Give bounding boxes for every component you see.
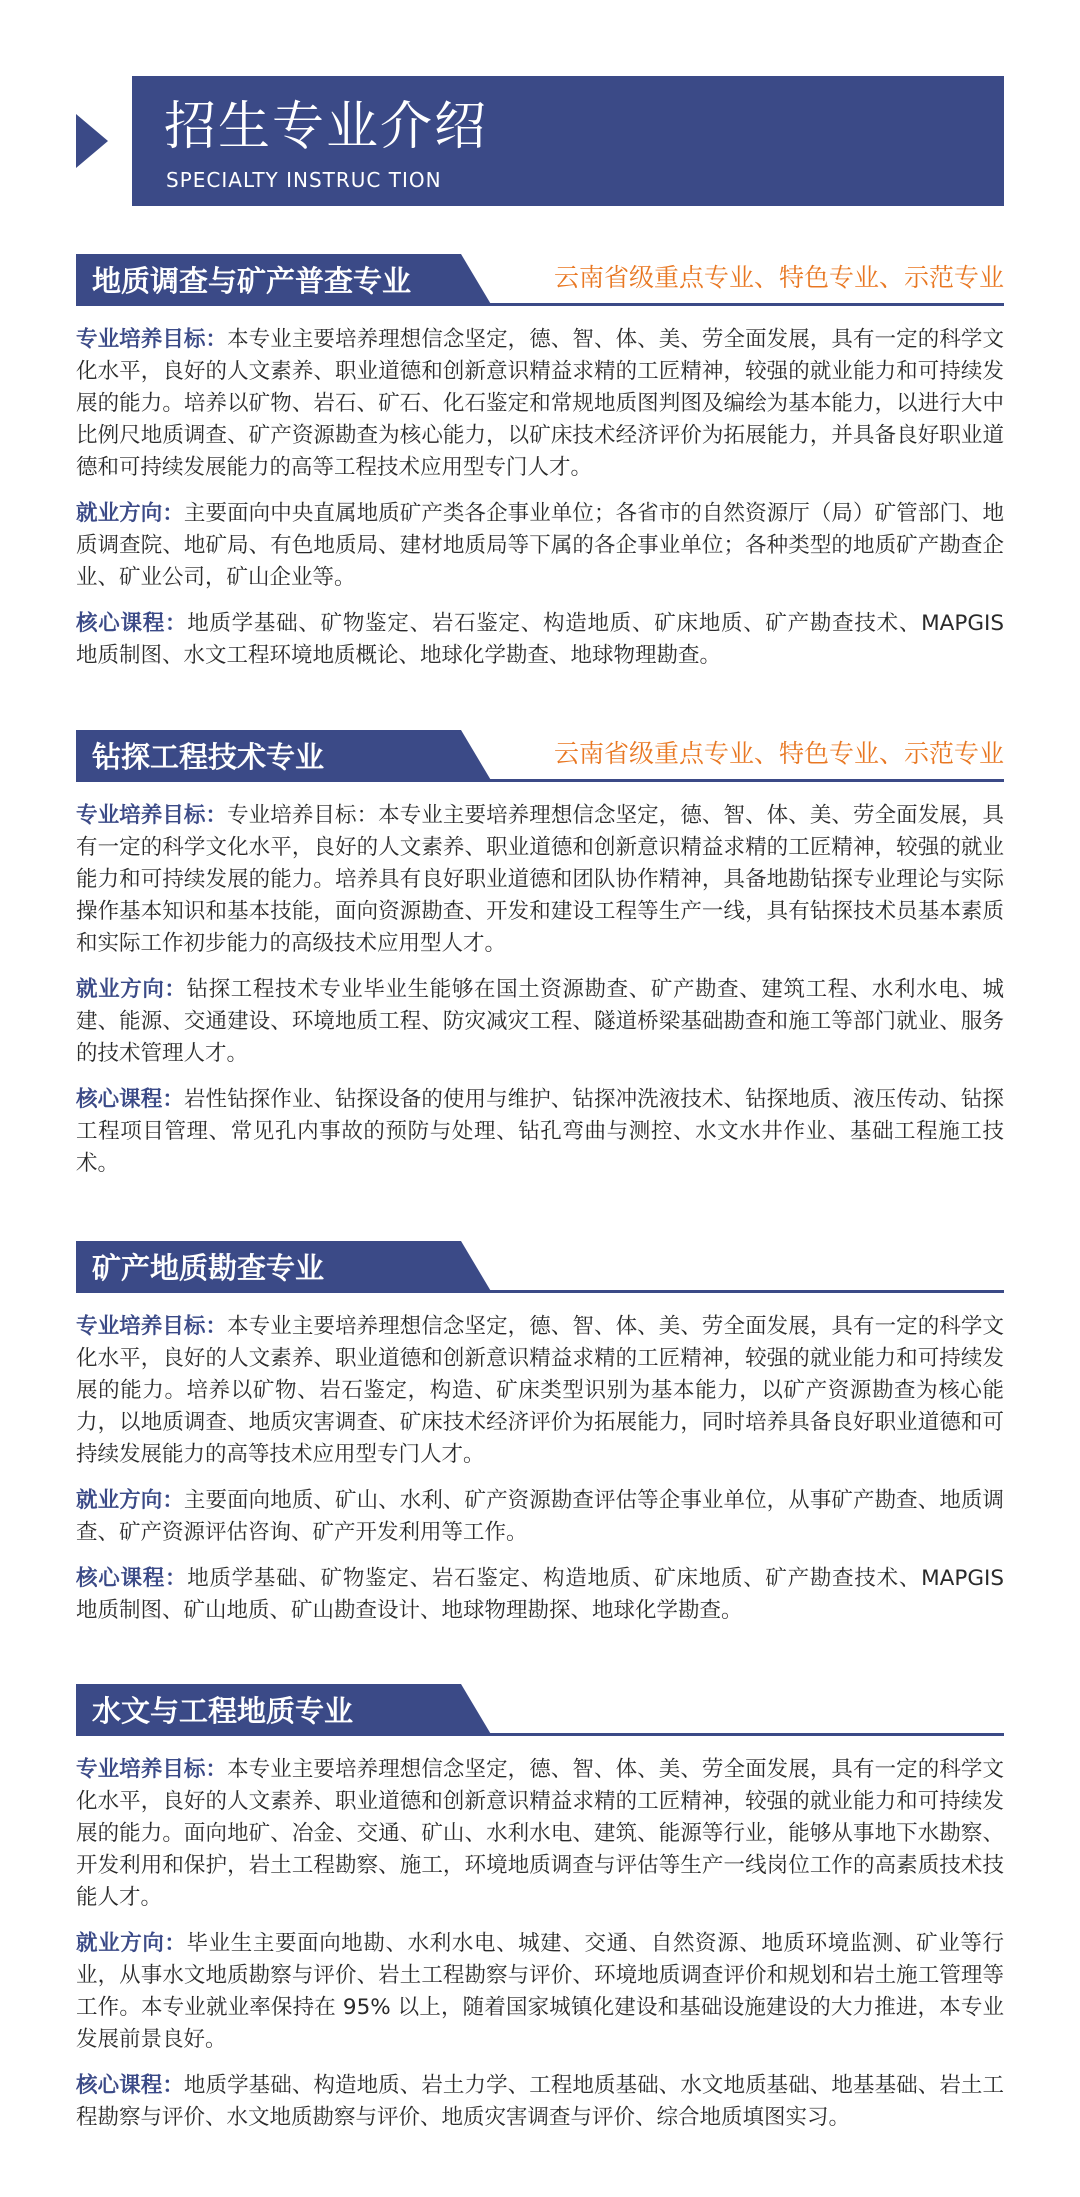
- section-header: [76, 254, 1004, 306]
- courses-paragraph: [76, 1084, 1004, 1180]
- career-text: 钻探工程技术专业毕业生能够在国土资源勘查、矿产勘查、建筑工程、水利水电、城建、能源、交通建设、环境地质工程、防灾减灾工程、隧道桥梁基础勘查和施工等部门就业、服务的技术管理人才。: [76, 977, 1004, 1066]
- training-goal-paragraph: [76, 1754, 1004, 1914]
- courses-text: 地质学基础、构造地质、岩土力学、工程地质基础、水文地质基础、地基基础、岩土工程勘察与评价、水文地质勘察与评价、地质灾害调查与评价、综合地质填图实习。: [76, 2073, 1004, 2130]
- courses-paragraph: [76, 1563, 1004, 1627]
- career-paragraph: [76, 974, 1004, 1070]
- training-goal-text: 本专业主要培养理想信念坚定，德、智、体、美、劳全面发展，具有一定的科学文化水平，良好的人文素养、职业道德和创新意识精益求精的工匠精神，较强的就业能力和可持续发展的能力。培养以矿物、岩石鉴定，构造、矿床类型识别为基本能力，以矿产资源勘查为核心能力，以地质调查、地质灾害调查、矿床技术经济评价为拓展能力，同时培养具备良好职业道德和可持续发展能力的高等技术应用型专门人才。: [76, 1314, 1004, 1467]
- career-paragraph: [76, 498, 1004, 594]
- training-goal-label: 专业培养目标：: [76, 327, 228, 352]
- chevron-right-icon: [76, 76, 132, 206]
- training-goal-paragraph: [76, 324, 1004, 484]
- section-title: 水文与工程地质专业: [92, 1694, 354, 1728]
- courses-paragraph: [76, 2070, 1004, 2134]
- career-paragraph: [76, 1485, 1004, 1549]
- training-goal-text: 专业培养目标：本专业主要培养理想信念坚定，德、智、体、美、劳全面发展，具有一定的科学文化水平，良好的人文素养、职业道德和创新意识精益求精的工匠精神，较强的就业能力和可持续发展的能力。培养具有良好职业道德和团队协作精神，具备地勘钻探专业理论与实际操作基本知识和基本技能，面向资源勘查、开发和建设工程等生产一线，具有钻探技术员基本素质和实际工作初步能力的高级技术应用型人才。: [76, 803, 1004, 956]
- training-goal-text: 本专业主要培养理想信念坚定，德、智、体、美、劳全面发展，具有一定的科学文化水平，良好的人文素养、职业道德和创新意识精益求精的工匠精神，较强的就业能力和可持续发展的能力。面向地矿、冶金、交通、矿山、水利水电、建筑、能源等行业，能够从事地下水勘察、开发利用和保护，岩土工程勘察、施工，环境地质调查与评估等生产一线岗位工作的高素质技术技能人才。: [76, 1757, 1004, 1910]
- courses-label: 核心课程：: [76, 2073, 184, 2098]
- training-goal-label: 专业培养目标：: [76, 1314, 228, 1339]
- section-divider: [476, 303, 1004, 306]
- training-goal-label: 专业培养目标：: [76, 1757, 228, 1782]
- section-title: 钻探工程技术专业: [92, 740, 325, 774]
- section-badge: 云南省级重点专业、特色专业、示范专业: [553, 263, 1004, 292]
- section-divider: [476, 1733, 1004, 1736]
- section-title: 地质调查与矿产普查专业: [92, 264, 412, 298]
- courses-paragraph: [76, 608, 1004, 672]
- career-label: 就业方向：: [76, 501, 184, 526]
- courses-label: 核心课程：: [76, 1566, 188, 1591]
- career-label: 就业方向：: [76, 1931, 187, 1956]
- page-title: 招生专业介绍: [164, 97, 489, 157]
- section-title: 矿产地质勘查专业: [92, 1251, 325, 1285]
- section-drilling-engineering: [76, 730, 1004, 1180]
- courses-label: 核心课程：: [76, 611, 188, 636]
- training-goal-paragraph: [76, 1311, 1004, 1471]
- career-text: 毕业生主要面向地勘、水利水电、城建、交通、自然资源、地质环境监测、矿业等行业，从事水文地质勘察与评价、岩土工程勘察与评价、环境地质调查评价和规划和岩土施工管理等工作。本专业就业率保持在 95% 以上，随着国家城镇化建设和基础设施建设的大力推进，本专业发展前景良好。: [76, 1931, 1004, 2052]
- courses-text: 岩性钻探作业、钻探设备的使用与维护、钻探冲洗液技术、钻探地质、液压传动、钻探工程项目管理、常见孔内事故的预防与处理、钻孔弯曲与测控、水文水井作业、基础工程施工技术。: [76, 1087, 1004, 1176]
- section-geological-survey: [76, 254, 1004, 672]
- courses-text: 地质学基础、矿物鉴定、岩石鉴定、构造地质、矿床地质、矿产勘查技术、MAPGIS 地质制图、矿山地质、矿山勘查设计、地球物理勘探、地球化学勘查。: [76, 1566, 1004, 1623]
- career-text: 主要面向中央直属地质矿产类各企事业单位；各省市的自然资源厅（局）矿管部门、地质调查院、地矿局、有色地质局、建材地质局等下属的各企事业单位；各种类型的地质矿产勘查企业、矿业公司，矿山企业等。: [76, 501, 1004, 590]
- section-divider: [476, 1290, 1004, 1293]
- career-label: 就业方向：: [76, 1488, 184, 1513]
- section-header: [76, 1684, 1004, 1736]
- training-goal-text: 本专业主要培养理想信念坚定，德、智、体、美、劳全面发展，具有一定的科学文化水平，良好的人文素养、职业道德和创新意识精益求精的工匠精神，较强的就业能力和可持续发展的能力。培养以矿物、岩石、矿石、化石鉴定和常规地质图判图及编绘为基本能力，以进行大中比例尺地质调查、矿产资源勘查为核心能力，以矿床技术经济评价为拓展能力，并具备良好职业道德和可持续发展能力的高等工程技术应用型专门人才。: [76, 327, 1004, 480]
- training-goal-label: 专业培养目标：: [76, 803, 228, 828]
- training-goal-paragraph: [76, 800, 1004, 960]
- page-subtitle: SPECIALTY INSTRUC TION: [166, 168, 442, 192]
- section-header: [76, 1241, 1004, 1293]
- career-label: 就业方向：: [76, 977, 187, 1002]
- career-text: 主要面向地质、矿山、水利、矿产资源勘查评估等企事业单位，从事矿产勘查、地质调查、矿产资源评估咨询、矿产开发利用等工作。: [76, 1488, 1004, 1545]
- career-paragraph: [76, 1928, 1004, 2056]
- courses-text: 地质学基础、矿物鉴定、岩石鉴定、构造地质、矿床地质、矿产勘查技术、MAPGIS 地质制图、水文工程环境地质概论、地球化学勘查、地球物理勘查。: [76, 611, 1004, 668]
- section-divider: [476, 779, 1004, 782]
- header-banner: [76, 76, 1004, 206]
- section-badge: 云南省级重点专业、特色专业、示范专业: [553, 739, 1004, 768]
- section-mineral-exploration: [76, 1241, 1004, 1627]
- section-hydro-engineering-geology: [76, 1684, 1004, 2134]
- courses-label: 核心课程：: [76, 1087, 184, 1112]
- section-header: [76, 730, 1004, 782]
